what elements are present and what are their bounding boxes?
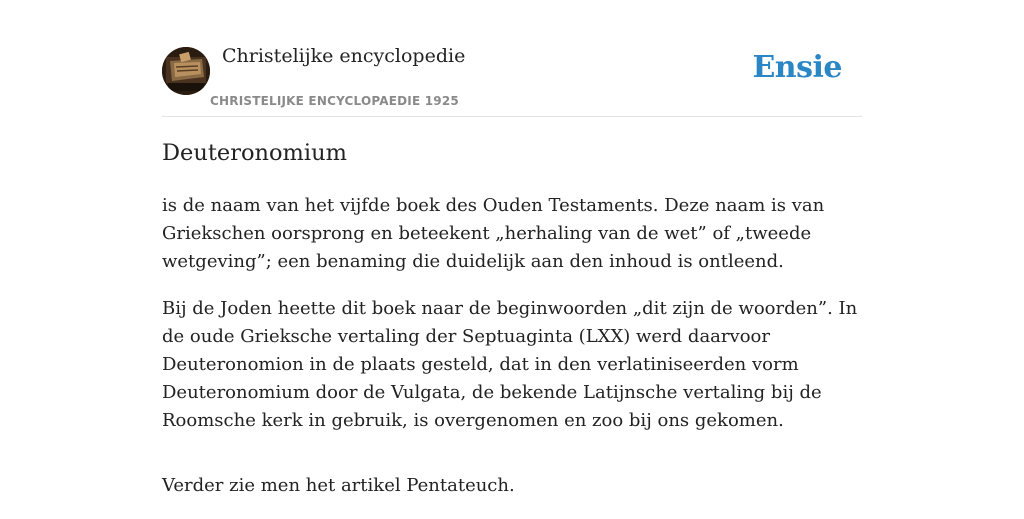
- brand-logo[interactable]: Ensie: [752, 50, 842, 85]
- publication-title[interactable]: Christelijke encyclopedie: [222, 45, 466, 67]
- publication-header: [162, 0, 862, 117]
- article-body: [162, 192, 862, 519]
- publication-avatar[interactable]: [162, 47, 210, 95]
- book-photo-icon: [162, 47, 210, 95]
- article-paragraph-3: Verder zie men het artikel Pentateuch.: [162, 475, 515, 496]
- article-title: Deuteronomium: [162, 140, 347, 166]
- page-container: [162, 0, 862, 496]
- publication-subtitle: CHRISTELIJKE ENCYCLOPAEDIE 1925: [210, 94, 459, 108]
- article-paragraph-1: is de naam van het vijfde boek des Ouden Testaments. Deze naam is van Griekschen oorsprong en beteekent „herhaling van de wet” of „tweede wetgeving”; een benaming die duidelijk aan den inhoud is ontleend.: [162, 195, 825, 272]
- article-paragraph-2: Bij de Joden heette dit boek naar de beginwoorden „dit zijn de woorden”. In de oude Grieksche vertaling der Septuaginta (LXX) werd daarvoor Deuteronomion in de plaats gesteld, dat in den verlatiniseerden vorm Deuteronomium door de Vulgata, de bekende Latijnsche vertaling bij de Roomsche kerk in gebruik, is overgenomen en zoo bij ons gekomen.: [162, 298, 858, 431]
